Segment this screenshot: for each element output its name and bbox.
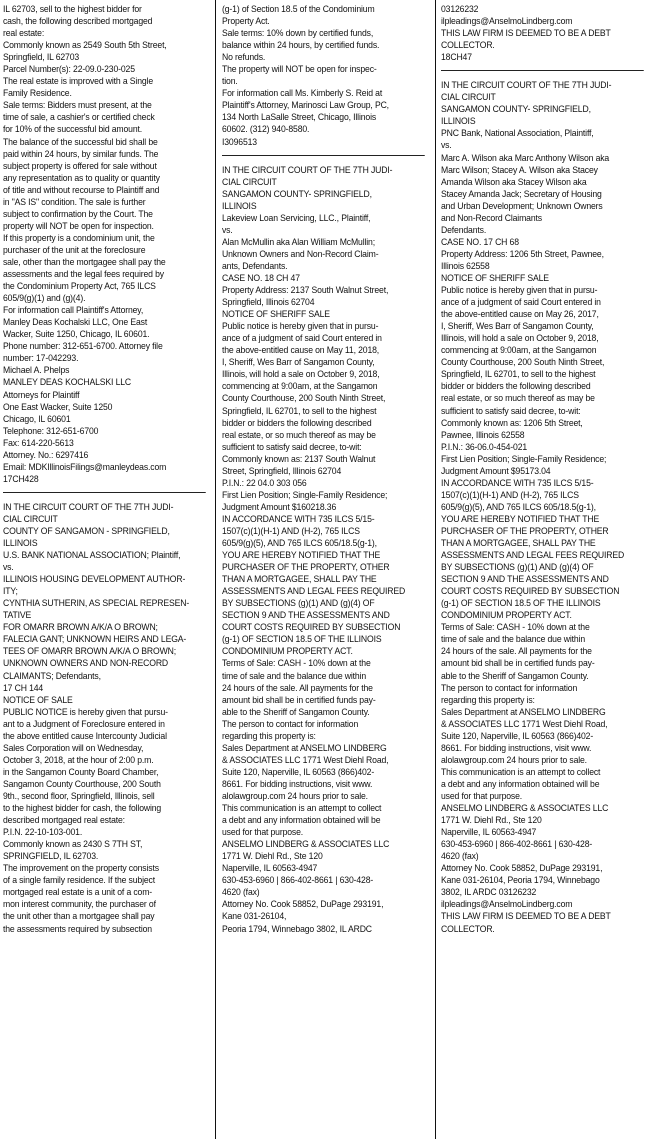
notice-text-line: described mortgaged real estate:: [3, 815, 125, 826]
notice-text-line: time of sale and the balance due within: [441, 634, 586, 645]
notice-text-line: For information call Plaintiff's Attorney,: [3, 305, 144, 316]
notice-text-line: the unit other than a mortgagee shall pay: [3, 911, 155, 922]
notice-text-line: If this property is a condominium unit, the: [3, 232, 155, 243]
notice-text-line: THAN A MORTGAGEE, SHALL PAY THE: [441, 538, 596, 549]
notice-text-line: alolawgroup.com 24 hours prior to sale.: [222, 791, 368, 801]
notice-text-line: Property Address: 1206 5th Street, Pawnee,: [441, 248, 604, 259]
notice-text-line: CIAL CIRCUIT: [441, 92, 496, 103]
notice-text-line: Judgment Amount $95173.04: [441, 465, 551, 476]
notice-text-line: a debt and any information obtained will be: [441, 778, 600, 789]
notice-text-line: The property will NOT be open for inspec-: [222, 64, 377, 75]
notice-text-line: Springfield, IL 62703: [3, 52, 80, 63]
notice-text-line: Chicago, IL 60601: [3, 413, 71, 424]
notice-separator: [3, 492, 206, 493]
notice-text-line: BY SUBSECTIONS (g)(1) AND (g)(4) OF: [441, 562, 594, 573]
notice-text-line: Suite 120, Naperville, IL 60563 (866)402-: [441, 730, 594, 741]
notice-text-line: Naperville, IL 60563-4947: [222, 863, 318, 874]
notice-text-line: ILLINOIS HOUSING DEVELOPMENT AUTHOR-: [3, 574, 186, 585]
notice-text-line: P.I.N.: 22 04.0 303 056: [222, 477, 307, 488]
notice-text-line: Property Act.: [222, 16, 270, 27]
notice-text-line: Unknown Owners and Non-Record Claim-: [222, 248, 379, 259]
notice-text-line: Springfield, Illinois 62704: [222, 297, 315, 308]
notice-text-line: of title and without recourse to Plaintiff and: [3, 184, 160, 195]
notice-text-line: cash, the following described mortgaged: [3, 16, 153, 27]
notice-text-line: commencing at 9:00am, at the Sangamon: [441, 345, 597, 356]
notice-text-line: for 10% of the successful bid amount.: [3, 124, 143, 135]
notice-text-line: subject to confirmation by the Court. The: [3, 208, 153, 219]
notice-text-line: & ASSOCIATES LLC 1771 West Diehl Road,: [222, 754, 389, 765]
notice-text-line: SANGAMON COUNTY- SPRINGFIELD,: [441, 104, 591, 115]
notice-text-line: able to the Sheriff of Sangamon County.: [222, 706, 370, 717]
notice-text-line: the Condominium Property Act, 765 ILCS: [3, 281, 156, 292]
notice-text-line: 605/9(g)(5), AND 765 ILCS 605/18.5(g-1),: [441, 501, 596, 512]
notice-text-line: County Courthouse, 200 South Ninth Street,: [441, 357, 605, 368]
notice-text-line: ASSESSMENTS AND LEGAL FEES REQUIRED: [441, 550, 625, 561]
notice-text-line: Public notice is hereby given that in pursu-: [441, 285, 598, 296]
notice-text-line: PURCHASER OF THE PROPERTY, OTHER: [441, 525, 609, 536]
notice-text-line: 605/9(g)(5), AND 765 ILCS 605/18.5(g-1),: [222, 538, 377, 549]
notice-text-line: I, Sheriff, Wes Barr of Sangamon County,: [441, 321, 594, 332]
notice-text-line: Judgment Amount $160218.36: [222, 501, 337, 512]
notice-text-line: First Lien Position; Single-Family Residence;: [441, 453, 607, 464]
notice-text-line: CIAL CIRCUIT: [3, 513, 58, 524]
notice-text-line: the above entitled cause Intercounty Judicial: [3, 730, 167, 741]
notice-text-line: ance of a judgment of said Court entered in: [222, 333, 382, 344]
notice-text-line: Sales Corporation will on Wednesday,: [3, 742, 144, 753]
notice-text-line: Terms of Sale: CASH - 10% down at the: [441, 622, 590, 633]
notice-text-line: Sale terms: 10% down by certified funds,: [222, 28, 374, 39]
notice-text-line: Attorney. No.: 6297416: [3, 449, 89, 460]
notice-text-line: ants, Defendants.: [222, 260, 288, 271]
notice-text-line: PNC Bank, National Association, Plaintiff,: [441, 128, 594, 139]
notice-text-line: Defendants.: [441, 224, 487, 235]
notice-text-line: Public notice is hereby given that in pursu-: [222, 321, 379, 332]
notice-text-line: commencing at 9:00am, at the Sangamon: [222, 381, 378, 392]
notice-text-line: of a single family residence. If the subject: [3, 875, 155, 886]
notice-text-line: amount bid shall be in certified funds pay-: [222, 694, 376, 705]
notice-text-line: 4620 (fax): [441, 851, 479, 862]
notice-text-line: Amanda Wilson aka Stacey Wilson aka: [441, 176, 587, 187]
notice-text-line[interactable]: Email: MDKIllinoisFilings@manleydeas.com: [3, 461, 167, 472]
notice-text-line: Illinois, will hold a sale on October 9, 2018,: [441, 333, 599, 344]
notice-text-line: regarding this property is:: [441, 694, 535, 705]
notice-text-line: CLAIMANTS; Defendants,: [3, 670, 101, 681]
notice-text-line: Kane 031-26104, Peoria 1794, Winnebago: [441, 875, 600, 886]
notice-text-line: Stacey Amanda Jack; Secretary of Housing: [441, 188, 602, 199]
notice-text-line: IL 62703, sell to the highest bidder for: [3, 4, 142, 14]
notice-text-line: IN THE CIRCUIT COURT OF THE 7TH JUDI-: [441, 80, 612, 91]
notice-text-line: sale, other than the mortgagee shall pay the: [3, 256, 166, 267]
notice-text-line: SECTION 9 AND THE ASSESSMENTS AND: [222, 610, 390, 621]
notice-text-line: IN THE CIRCUIT COURT OF THE 7TH JUDI-: [3, 501, 174, 512]
notice-text-line: PURCHASER OF THE PROPERTY, OTHER: [222, 562, 390, 573]
notice-text-line[interactable]: ilpleadings@AnselmoLindberg.com: [441, 899, 573, 910]
notice-text-line: paid within 24 hours, by similar funds. The: [3, 148, 159, 159]
notice-text-line: Alan McMullin aka Alan William McMullin;: [222, 236, 375, 247]
notice-text-line: Terms of Sale: CASH - 10% down at the: [222, 658, 371, 669]
notice-text-line: COLLECTOR.: [441, 923, 495, 934]
notice-text-line: Michael A. Phelps: [3, 365, 70, 376]
notice-text-line: Commonly known as 2430 S 7TH ST,: [3, 839, 143, 850]
notice-text-line: This communication is an attempt to collect: [441, 766, 601, 777]
notice-text-line: 630-453-6960 | 866-402-8661 | 630-428-: [222, 875, 374, 886]
notice-text-line: ILLINOIS: [222, 200, 257, 211]
notice-text-line: ANSELMO LINDBERG & ASSOCIATES LLC: [222, 839, 390, 850]
notice-text-line: Marc A. Wilson aka Marc Anthony Wilson aka: [441, 152, 610, 163]
notice-text-line: 4620 (fax): [222, 887, 260, 898]
notice-text-line: able to the Sheriff of Sangamon County.: [441, 670, 589, 681]
notice-text-line: sufficient to satisfy said decree, to-wit:: [441, 405, 581, 416]
notice-text-line: a debt and any information obtained will be: [222, 815, 381, 826]
notice-text-line: Sale terms: Bidders must present, at the: [3, 100, 152, 111]
notice-text-line: The improvement on the property consists: [3, 863, 159, 874]
notice-text-line: COUNTY OF SANGAMON - SPRINGFIELD,: [3, 525, 170, 536]
notice-text-line: Springfield, IL 62701, to sell to the highest: [222, 405, 377, 416]
notice-text-line: 605/9(g)(1) and (g)(4).: [3, 293, 86, 304]
notice-text-line: 9th., second floor, Springfield, Illinois, sell: [3, 791, 155, 801]
notice-text-line: 17 CH 144: [3, 682, 44, 693]
notice-separator: [441, 70, 644, 71]
notice-text-line: I, Sheriff, Wes Barr of Sangamon County,: [222, 357, 375, 368]
notice-text-line: ITY;: [3, 586, 18, 597]
notice-text-line: CONDOMINIUM PROPERTY ACT.: [441, 610, 572, 621]
notice-text-line: One East Wacker, Suite 1250: [3, 401, 113, 412]
notice-text-line: Property Address: 2137 South Walnut Street,: [222, 285, 389, 296]
notice-text-line: assessments and the legal fees required by: [3, 269, 164, 280]
notice-text-line: number: 17-042293.: [3, 353, 79, 364]
notice-text-line: IN ACCORDANCE WITH 735 ILCS 5/15-: [222, 513, 375, 524]
notice-text-line: the above-entitled cause on May 11, 2018,: [222, 345, 380, 356]
notice-text-line: ASSESSMENTS AND LEGAL FEES REQUIRED: [222, 586, 406, 597]
notice-text-line: 17CH428: [3, 473, 39, 484]
notice-text-line: bidder or bidders the following described: [222, 417, 372, 428]
notice-text-line: 24 hours of the sale. All payments for the: [441, 646, 592, 657]
notice-text-line: Telephone: 312-651-6700: [3, 425, 99, 436]
notice-text-line: This communication is an attempt to collect: [222, 803, 382, 814]
notice-text-line: The person to contact for information: [441, 682, 578, 693]
notice-text-line[interactable]: ilpleadings@AnselmoLindberg.com: [441, 16, 573, 27]
notice-text-line: in "AS IS" condition. The sale is further: [3, 196, 146, 207]
notice-text-line: Phone number: 312-651-6700. Attorney file: [3, 341, 163, 352]
notice-text-line: Attorney No. Cook 58852, DuPage 293191,: [441, 863, 603, 874]
notice-text-line: & ASSOCIATES LLC 1771 West Diehl Road,: [441, 718, 608, 729]
notice-text-line: Sangamon County Courthouse, 200 South: [3, 778, 161, 789]
notice-text-line: Street, Springfield, Illinois 62704: [222, 465, 342, 476]
notice-text-line: Marc Wilson; Stacey A. Wilson aka Stacey: [441, 164, 598, 175]
notice-text-line: The balance of the successful bid shall be: [3, 136, 158, 147]
notice-text-line: U.S. BANK NATIONAL ASSOCIATION; Plaintiff,: [3, 550, 181, 561]
notice-text-line: mon interest community, the purchaser of: [3, 899, 156, 910]
notice-text-line: Suite 120, Naperville, IL 60563 (866)402-: [222, 766, 375, 777]
notice-text-line: THAN A MORTGAGEE, SHALL PAY THE: [222, 574, 377, 585]
notice-text-line: Sales Department at ANSELMO LINDBERG: [441, 706, 606, 717]
notice-text-line: real estate, or so much thereof as may be: [441, 393, 595, 404]
notice-text-line: subject property is offered for sale without: [3, 160, 157, 171]
notice-text-line: COURT COSTS REQUIRED BY SUBSECTION: [222, 622, 401, 633]
notice-text-line: sufficient to satisfy said decree, to-wit:: [222, 441, 362, 452]
notice-text-line: CIAL CIRCUIT: [222, 176, 277, 187]
notice-text-line: COLLECTOR.: [441, 40, 495, 51]
notice-text-line: (g-1) of Section 18.5 of the Condominium: [222, 4, 375, 14]
notice-text-line: purchaser of the unit at the foreclosure: [3, 244, 146, 255]
notice-text-line: Attorneys for Plaintiff: [3, 389, 80, 400]
notice-text-line: Plaintiff's Attorney, Marinosci Law Group, PC,: [222, 100, 389, 111]
notice-text-line: time of sale, a cashier's or certified check: [3, 112, 155, 123]
column-divider: [435, 0, 436, 1139]
notice-text-line: 1507(c)(1)(H-1) AND (H-2), 765 ILCS: [222, 525, 360, 536]
notice-separator: [222, 155, 425, 156]
notice-text-line: NOTICE OF SALE: [3, 694, 73, 705]
notice-text-line: The real estate is improved with a Single: [3, 76, 153, 87]
notice-column-3: [441, 3, 644, 935]
notice-text-line: 630-453-6960 | 866-402-8661 | 630-428-: [441, 839, 593, 850]
notice-text-line: FOR OMARR BROWN A/K/A O BROWN;: [3, 622, 158, 633]
notice-text-line: ant to a Judgment of Foreclosure entered in: [3, 718, 165, 729]
notice-text-line: Commonly known as: 1206 5th Street,: [441, 417, 583, 428]
notice-text-line: SANGAMON COUNTY- SPRINGFIELD,: [222, 188, 372, 199]
notice-text-line: vs.: [222, 224, 233, 235]
notice-text-line: I3096513: [222, 136, 257, 147]
notice-text-line: IN ACCORDANCE WITH 735 ILCS 5/15-: [441, 477, 594, 488]
notice-text-line: used for that purpose.: [441, 791, 523, 801]
notice-text-line: Family Residence.: [3, 88, 72, 99]
notice-text-line: 1771 W. Diehl Rd., Ste 120: [441, 815, 542, 826]
notice-text-line[interactable]: 8661. For bidding instructions, visit www.: [441, 742, 592, 753]
notice-text-line: Wacker, Suite 1250, Chicago, IL 60601.: [3, 329, 150, 340]
notice-text-line: For information call Ms. Kimberly S. Reid at: [222, 88, 383, 99]
notice-column-1: [3, 3, 206, 935]
notice-text-line: P.I.N. 22-10-103-001.: [3, 827, 83, 838]
notice-text-line: ILLINOIS: [3, 538, 38, 549]
notice-text-line: regarding this property is:: [222, 730, 316, 741]
notice-text-line: THIS LAW FIRM IS DEEMED TO BE A DEBT: [441, 28, 611, 39]
notice-text-line: alolawgroup.com 24 hours prior to sale.: [441, 754, 587, 765]
notice-text-line: FALECIA GANT; UNKNOWN HEIRS AND LEGA-: [3, 634, 187, 645]
notice-text-line: 24 hours of the sale. All payments for the: [222, 682, 373, 693]
notice-text-line: Peoria 1794, Winnebago 3802, IL ARDC: [222, 923, 372, 934]
notice-text-line: tion.: [222, 76, 238, 87]
notice-column-2: [222, 3, 425, 935]
notice-text-line: CONDOMINIUM PROPERTY ACT.: [222, 646, 353, 657]
notice-text-line: the assessments required by subsection: [3, 923, 152, 934]
notice-text-line: MANLEY DEAS KOCHALSKI LLC: [3, 377, 132, 388]
notice-text-line: IN THE CIRCUIT COURT OF THE 7TH JUDI-: [222, 164, 393, 175]
notice-text-line: to the highest bidder for cash, the following: [3, 803, 162, 814]
notice-text-line: First Lien Position; Single-Family Residence;: [222, 489, 388, 500]
notice-text-line: CASE NO. 18 CH 47: [222, 272, 300, 283]
notice-text-line: County Courthouse, 200 South Ninth Street,: [222, 393, 386, 404]
notice-text-line: real estate, or so much thereof as may be: [222, 429, 376, 440]
notice-text-line: Commonly known as: 2137 South Walnut: [222, 453, 376, 464]
notice-text-line: The person to contact for information: [222, 718, 359, 729]
notice-text-line: Naperville, IL 60563-4947: [441, 827, 537, 838]
notice-text-line: Parcel Number(s): 22-09.0-230-025: [3, 64, 135, 75]
notice-text-line: CYNTHIA SUTHERIN, AS SPECIAL REPRESEN-: [3, 598, 190, 609]
notice-text-line: P.I.N.: 36-06.0-454-021: [441, 441, 528, 452]
notice-text-line: and Urban Development; Unknown Owners: [441, 200, 603, 211]
notice-text-line: balance within 24 hours, by certified funds.: [222, 40, 380, 51]
notice-text-line: in the Sangamon County Board Chamber,: [3, 766, 159, 777]
notice-text-line: 1771 W. Diehl Rd., Ste 120: [222, 851, 323, 862]
notice-text-line: time of sale and the balance due within: [222, 670, 367, 681]
notice-text-line: bidder or bidders the following described: [441, 381, 591, 392]
notice-text-line: October 3, 2018, at the hour of 2:00 p.m.: [3, 754, 154, 765]
notice-text-line: 3802, IL ARDC 03126232: [441, 887, 537, 898]
notice-text-line[interactable]: 8661. For bidding instructions, visit www.: [222, 778, 373, 789]
notice-text-line: TEES OF OMARR BROWN A/K/A O BROWN;: [3, 646, 177, 657]
column-divider: [215, 0, 216, 1139]
notice-text-line: YOU ARE HEREBY NOTIFIED THAT THE: [441, 513, 600, 524]
notice-text-line: 18CH47: [441, 52, 472, 63]
notice-text-line: 1507(c)(1)(H-1) AND (H-2), 765 ILCS: [441, 489, 579, 500]
notice-text-line: ance of a judgment of said Court entered in: [441, 297, 601, 308]
notice-text-line: 134 North LaSalle Street, Chicago, Illinois: [222, 112, 377, 123]
notice-text-line: TATIVE: [3, 610, 32, 621]
notice-text-line: amount bid shall be in certified funds pay-: [441, 658, 595, 669]
notice-text-line: UNKNOWN OWNERS AND NON-RECORD: [3, 658, 169, 669]
notice-text-line: the above-entitled cause on May 26, 2017,: [441, 309, 599, 320]
notice-text-line: PUBLIC NOTICE is hereby given that pursu-: [3, 706, 168, 717]
notice-text-line: NOTICE OF SHERIFF SALE: [441, 272, 549, 283]
notice-text-line: and Non-Record Claimants: [441, 212, 542, 223]
notice-text-line: Springfield, IL 62701, to sell to the highest: [441, 369, 596, 380]
notice-text-line: COURT COSTS REQUIRED BY SUBSECTION: [441, 586, 620, 597]
notice-text-line: BY SUBSECTIONS (g)(1) AND (g)(4) OF: [222, 598, 375, 609]
notice-text-line: 03126232: [441, 4, 479, 14]
notice-text-line: NOTICE OF SHERIFF SALE: [222, 309, 330, 320]
notice-text-line: CASE NO. 17 CH 68: [441, 236, 519, 247]
notice-text-line: SPRINGFIELD, IL 62703.: [3, 851, 99, 862]
notice-text-line: Kane 031-26104,: [222, 911, 287, 922]
notice-text-line: No refunds.: [222, 52, 266, 63]
notice-text-line: Fax: 614-220-5613: [3, 437, 74, 448]
notice-text-line: Manley Deas Kochalski LLC, One East: [3, 317, 148, 328]
notice-text-line: (g-1) OF SECTION 18.5 OF THE ILLINOIS: [441, 598, 601, 609]
notice-text-line: any representation as to quality or quantity: [3, 172, 160, 183]
notice-text-line: vs.: [441, 140, 452, 151]
notice-text-line: ANSELMO LINDBERG & ASSOCIATES LLC: [441, 803, 609, 814]
notice-text-line: Lakeview Loan Servicing, LLC., Plaintiff,: [222, 212, 371, 223]
notice-text-line: ILLINOIS: [441, 116, 476, 127]
notice-text-line: 60602. (312) 940-8580.: [222, 124, 310, 135]
notice-text-line: property will NOT be open for inspection.: [3, 220, 154, 231]
notice-text-line: vs.: [3, 562, 14, 573]
notice-text-line: Commonly known as 2549 South 5th Street,: [3, 40, 167, 51]
notice-text-line: mortgaged real estate is a unit of a com-: [3, 887, 153, 898]
notice-text-line: Pawnee, Illinois 62558: [441, 429, 525, 440]
notice-text-line: Illinois 62558: [441, 260, 490, 271]
notice-text-line: SECTION 9 AND THE ASSESSMENTS AND: [441, 574, 609, 585]
notice-text-line: Illinois, will hold a sale on October 9, 2018,: [222, 369, 380, 380]
notice-text-line: used for that purpose.: [222, 827, 304, 838]
notice-text-line: real estate:: [3, 28, 45, 39]
notice-text-line: (g-1) OF SECTION 18.5 OF THE ILLINOIS: [222, 634, 382, 645]
notice-text-line: Sales Department at ANSELMO LINDBERG: [222, 742, 387, 753]
notice-text-line: Attorney No. Cook 58852, DuPage 293191,: [222, 899, 384, 910]
notice-text-line: THIS LAW FIRM IS DEEMED TO BE A DEBT: [441, 911, 611, 922]
notice-text-line: YOU ARE HEREBY NOTIFIED THAT THE: [222, 550, 381, 561]
